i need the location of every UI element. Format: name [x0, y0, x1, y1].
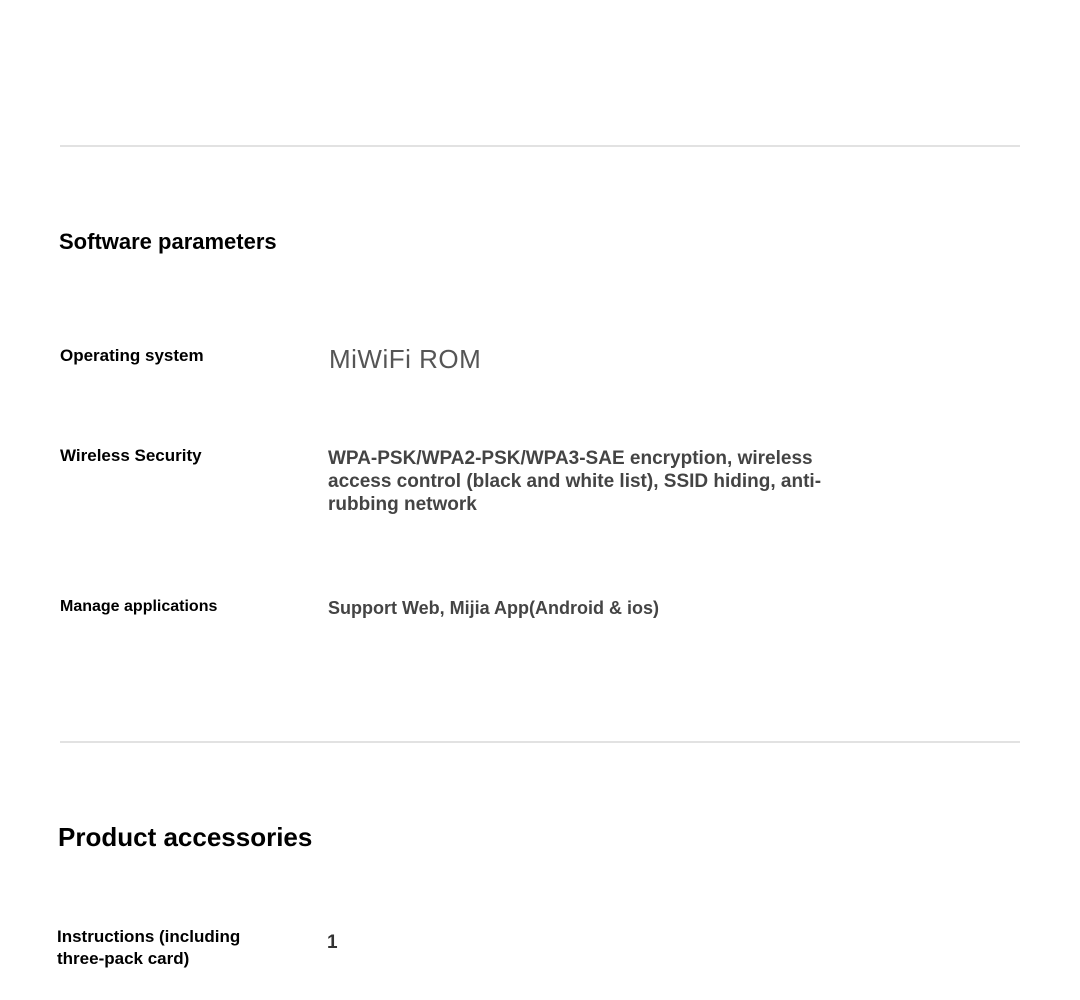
wireless-security-label: Wireless Security — [60, 446, 202, 465]
section-divider-middle — [60, 741, 1020, 743]
product-accessories-heading: Product accessories — [58, 822, 313, 852]
wireless-security-value: WPA-PSK/WPA2-PSK/WPA3-SAE encryption, wireless access control (black and white list), SSID hiding, anti-rubbing network — [328, 448, 822, 515]
manage-applications-value: Support Web, Mijia App(Android & ios) — [328, 598, 659, 618]
manage-applications-label: Manage applications — [60, 598, 218, 615]
software-parameters-heading: Software parameters — [59, 229, 277, 254]
instructions-label: Instructions (including three-pack card) — [57, 927, 241, 968]
section-divider-top — [60, 145, 1020, 147]
operating-system-label: Operating system — [60, 346, 204, 365]
instructions-quantity-value: 1 — [327, 932, 338, 953]
operating-system-value: MiWiFi ROM — [329, 344, 482, 374]
